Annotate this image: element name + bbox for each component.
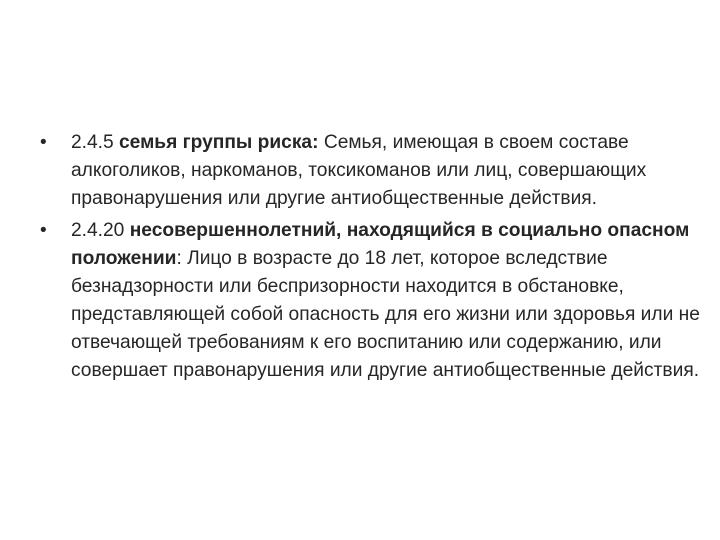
bullet-icon: • [40, 132, 47, 153]
definition-number: 2.4.20 [71, 220, 130, 241]
slide-content [40, 129, 700, 389]
definition-term: несовершеннолетний, находящийся в социально опасном положении [71, 220, 690, 269]
definition-term: семья группы риска: [119, 132, 319, 153]
bullet-icon: • [40, 220, 47, 241]
definition-item-minor-in-danger [40, 217, 700, 385]
definition-text: : Лицо в возрасте до 18 лет, которое вследствие безнадзорности или беспризорности находится в обстановке, представляющей собой опасность для его жизни или здоровья или не отвечающей требованиям к его воспитанию или содержанию, или совершает правонарушения или другие антиобщественные действия. [71, 248, 700, 381]
definition-list [40, 129, 700, 385]
definition-item-family-risk-group [40, 129, 700, 213]
definition-text: Семья, имеющая в своем составе алкоголиков, наркоманов, токсикоманов или лиц, совершающих правонарушения или другие антиобщественные действия. [71, 132, 647, 209]
definition-number: 2.4.5 [71, 132, 120, 153]
